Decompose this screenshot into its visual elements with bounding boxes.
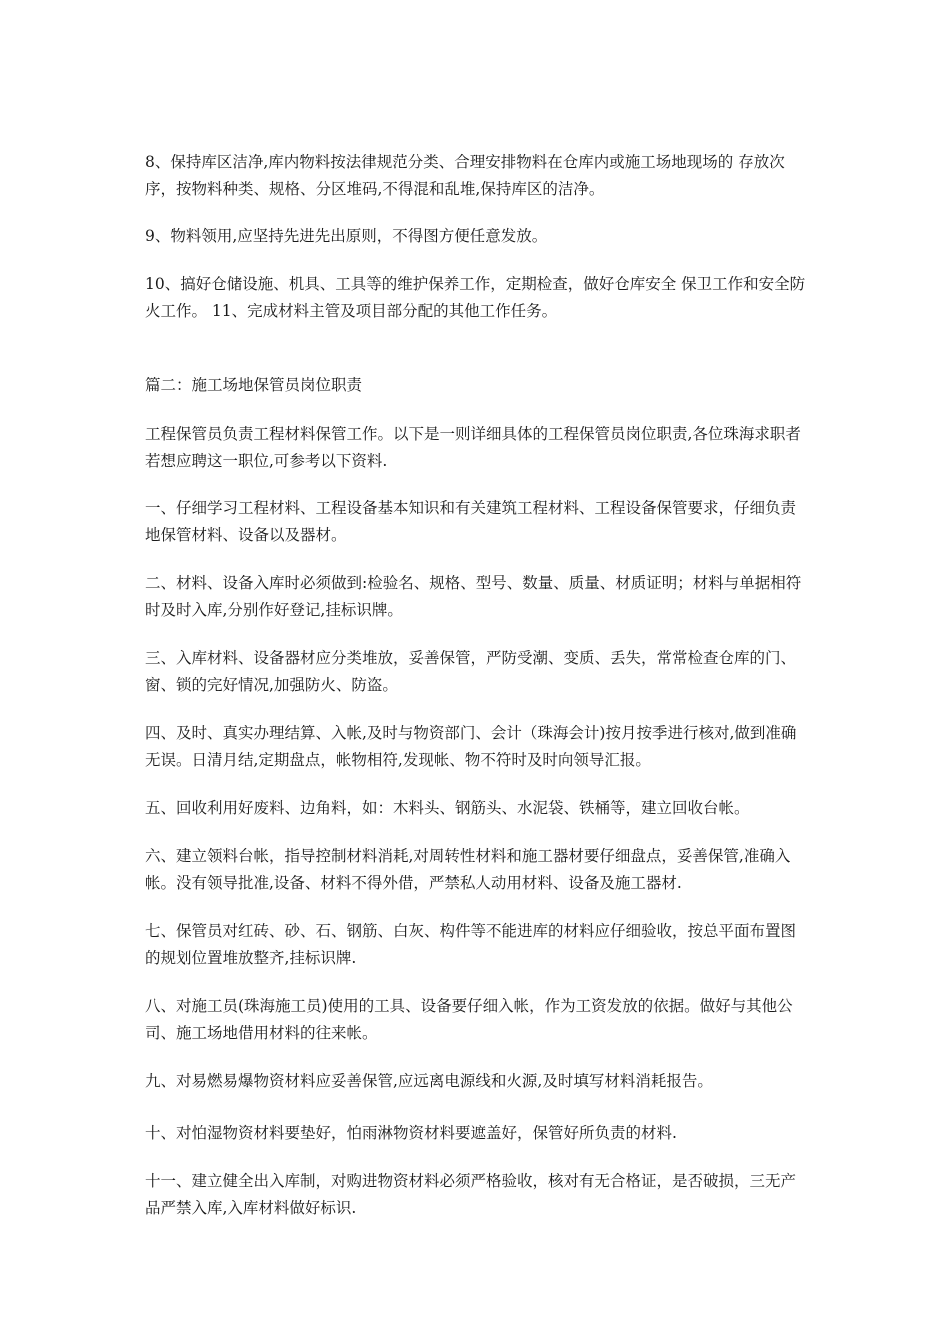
duty-item-3: 三、入库材料、设备器材应分类堆放，妥善保管，严防受潮、变质、丢失，常常检查仓库的门、窗、锁的完好情况,加强防火、防盗。 xyxy=(145,649,797,694)
duty-item-1: 一、仔细学习工程材料、工程设备基本知识和有关建筑工程材料、工程设备保管要求，仔细负责地保管材料、设备以及器材。 xyxy=(145,499,797,544)
duty-item-6: 六、建立领料台帐，指导控制材料消耗,对周转性材料和施工器材要仔细盘点，妥善保管,准确入帐。没有领导批准,设备、材料不得外借，严禁私人动用材料、设备及施工器材. xyxy=(145,847,791,892)
duty-item-8: 八、对施工员(珠海施工员)使用的工具、设备要仔细入帐，作为工资发放的依据。做好与其他公司、施工场地借用材料的往来帐。 xyxy=(145,997,793,1042)
duty-item-7: 七、保管员对红砖、砂、石、钢筋、白灰、构件等不能进库的材料应仔细验收，按总平面布置图的规划位置堆放整齐,挂标识牌. xyxy=(145,922,797,967)
duty-item-2: 二、材料、设备入库时必须做到:检验名、规格、型号、数量、质量、材质证明；材料与单据相符时及时入库,分别作好登记,挂标识牌。 xyxy=(145,574,802,619)
paragraph-item-10-11: 10、搞好仓储设施、机具、工具等的维护保养工作，定期检查，做好仓库安全 保卫工作和安全防火工作。 11、完成材料主管及项目部分配的其他工作任务。 xyxy=(145,275,806,320)
duty-item-5: 五、回收利用好废料、边角料，如：木料头、钢筋头、水泥袋、铁桶等，建立回收台帐。 xyxy=(145,799,750,817)
duty-item-4: 四、及时、真实办理结算、入帐,及时与物资部门、会计（珠海会计)按月按季进行核对,做到准确无误。日清月结,定期盘点，帐物相符,发现帐、物不符时及时向领导汇报。 xyxy=(145,724,797,769)
paragraph-item-8: 8、保持库区洁净,库内物料按法律规范分类、合理安排物料在仓库内或施工场地现场的 存放次序，按物料种类、规格、分区堆码,不得混和乱堆,保持库区的洁净。 xyxy=(145,153,785,198)
duty-item-11: 十一、建立健全出入库制，对购进物资材料必须严格验收，核对有无合格证，是否破损，三无产品严禁入库,入库材料做好标识. xyxy=(145,1172,797,1217)
section-title: 篇二：施工场地保管员岗位职责 xyxy=(145,376,363,394)
paragraph-item-9: 9、物料领用,应坚持先进先出原则，不得图方便任意发放。 xyxy=(145,227,548,245)
duty-item-9: 九、对易燃易爆物资材料应妥善保管,应远离电源线和火源,及时填写材料消耗报告。 xyxy=(145,1072,713,1090)
duty-item-10: 十、对怕湿物资材料要垫好，怕雨淋物资材料要遮盖好，保管好所负责的材料. xyxy=(145,1124,677,1142)
section-intro: 工程保管员负责工程材料保管工作。以下是一则详细具体的工程保管员岗位职责,各位珠海求职者若想应聘这一职位,可参考以下资料. xyxy=(145,425,801,470)
